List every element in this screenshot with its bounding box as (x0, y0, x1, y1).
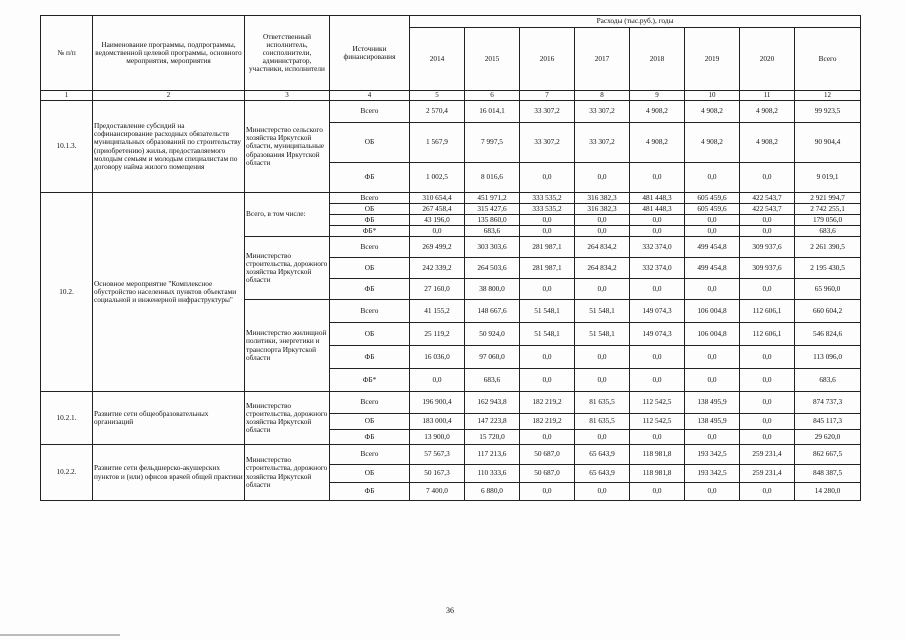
year-value: 51 548,1 (520, 300, 575, 323)
year-value: 65 643,9 (575, 465, 630, 483)
year-value: 269 499,2 (410, 237, 465, 258)
year-value: 0,0 (740, 226, 795, 237)
year-value: 0,0 (630, 226, 685, 237)
year-value: 333 535,2 (520, 204, 575, 215)
year-value: 81 635,5 (575, 414, 630, 430)
funding-source: ОБ (330, 465, 410, 483)
year-value: 0,0 (685, 279, 740, 300)
year-value: 15 720,0 (465, 430, 520, 445)
year-value: 264 503,6 (465, 258, 520, 279)
total-value: 845 117,3 (795, 414, 861, 430)
activity-code: 10.2.1. (41, 392, 93, 445)
funding-source: ФБ* (330, 226, 410, 237)
year-value: 267 458,4 (410, 204, 465, 215)
year-value: 8 016,6 (465, 163, 520, 193)
year-value: 0,0 (520, 369, 575, 392)
year-value: 0,0 (740, 346, 795, 369)
total-value: 862 667,5 (795, 445, 861, 465)
total-value: 848 387,5 (795, 465, 861, 483)
total-value: 660 604,2 (795, 300, 861, 323)
year-value: 4 908,2 (630, 101, 685, 123)
year-value: 0,0 (685, 483, 740, 501)
column-number: 2 (93, 91, 245, 101)
year-value: 605 459,6 (685, 193, 740, 204)
total-value: 179 056,0 (795, 215, 861, 226)
year-value: 149 074,3 (630, 323, 685, 346)
responsible-executor: Всего, в том числе: (245, 193, 330, 237)
year-value: 50 687,0 (520, 445, 575, 465)
year-value: 0,0 (520, 226, 575, 237)
year-value: 0,0 (575, 430, 630, 445)
header-responsible: Ответственный исполнитель, соисполнители, администратор, участники, исполнители (245, 16, 330, 91)
year-value: 0,0 (685, 226, 740, 237)
year-value: 0,0 (575, 483, 630, 501)
year-value: 0,0 (575, 279, 630, 300)
header-expenses: Расходы (тыс.руб.), годы (410, 16, 861, 28)
year-value: 332 374,0 (630, 237, 685, 258)
funding-source: ОБ (330, 123, 410, 163)
table-row (41, 445, 861, 465)
year-value: 0,0 (520, 279, 575, 300)
funding-source: ФБ* (330, 369, 410, 392)
column-number: 5 (410, 91, 465, 101)
header-num: № п/п (41, 16, 93, 91)
year-value: 51 548,1 (575, 323, 630, 346)
year-value: 0,0 (685, 346, 740, 369)
table-header (41, 16, 861, 101)
funding-source: Всего (330, 300, 410, 323)
year-value: 193 342,5 (685, 445, 740, 465)
year-value: 0,0 (630, 215, 685, 226)
year-value: 162 943,8 (465, 392, 520, 414)
year-value: 259 231,4 (740, 465, 795, 483)
responsible-executor: Министерство жилищной политики, энергетики и транспорта Иркутской области (245, 300, 330, 392)
year-value: 0,0 (575, 215, 630, 226)
year-value: 4 908,2 (630, 123, 685, 163)
total-value: 65 960,0 (795, 279, 861, 300)
funding-source: Всего (330, 445, 410, 465)
page-number: 36 (446, 606, 454, 615)
funding-source: ФБ (330, 215, 410, 226)
column-number: 10 (685, 91, 740, 101)
activity-name: Основное мероприятие "Комплексное обустройство населенных пунктов объектами социальной и инженерной инфраструктуры" (93, 193, 245, 392)
activity-code: 10.1.3. (41, 101, 93, 193)
year-value: 51 548,1 (520, 323, 575, 346)
year-value: 333 535,2 (520, 193, 575, 204)
year-value: 27 160,0 (410, 279, 465, 300)
year-value: 605 459,6 (685, 204, 740, 215)
year-value: 43 196,0 (410, 215, 465, 226)
table-body (41, 101, 861, 501)
year-value: 81 635,5 (575, 392, 630, 414)
header-year: 2018 (630, 28, 685, 91)
year-value: 309 937,6 (740, 237, 795, 258)
year-value: 6 880,0 (465, 483, 520, 501)
total-value: 9 019,1 (795, 163, 861, 193)
header-total: Всего (795, 28, 861, 91)
total-value: 2 742 255,1 (795, 204, 861, 215)
column-number: 7 (520, 91, 575, 101)
total-value: 683,6 (795, 226, 861, 237)
header-name: Наименование программы, подпрограммы, ведомственной целевой программы, основного мероприятия, мероприятия (93, 16, 245, 91)
header-year: 2014 (410, 28, 465, 91)
year-value: 315 427,6 (465, 204, 520, 215)
year-value: 33 307,2 (575, 101, 630, 123)
year-value: 0,0 (740, 414, 795, 430)
year-value: 148 667,6 (465, 300, 520, 323)
year-value: 4 908,2 (685, 101, 740, 123)
year-value: 683,6 (465, 226, 520, 237)
year-value: 0,0 (685, 215, 740, 226)
year-value: 309 937,6 (740, 258, 795, 279)
year-value: 149 074,3 (630, 300, 685, 323)
year-value: 182 219,2 (520, 414, 575, 430)
responsible-executor: Министерство строительства, дорожного хозяйства Иркутской области (245, 445, 330, 501)
year-value: 106 004,8 (685, 300, 740, 323)
year-value: 112 606,1 (740, 300, 795, 323)
year-value: 4 908,2 (740, 101, 795, 123)
year-value: 332 374,0 (630, 258, 685, 279)
year-value: 4 908,2 (740, 123, 795, 163)
total-value: 874 737,3 (795, 392, 861, 414)
activity-name: Развитие сети общеобразовательных организаций (93, 392, 245, 445)
year-value: 33 307,2 (575, 123, 630, 163)
year-value: 281 987,1 (520, 237, 575, 258)
year-value: 0,0 (740, 279, 795, 300)
column-number: 11 (740, 91, 795, 101)
year-value: 193 342,5 (685, 465, 740, 483)
year-value: 51 548,1 (575, 300, 630, 323)
funding-source: ФБ (330, 346, 410, 369)
year-value: 316 382,3 (575, 193, 630, 204)
year-value: 138 495,9 (685, 392, 740, 414)
year-value: 422 543,7 (740, 204, 795, 215)
year-value: 183 000,4 (410, 414, 465, 430)
header-year: 2016 (520, 28, 575, 91)
year-value: 0,0 (575, 346, 630, 369)
year-value: 0,0 (630, 483, 685, 501)
year-value: 0,0 (630, 430, 685, 445)
year-value: 118 981,8 (630, 465, 685, 483)
year-value: 264 834,2 (575, 258, 630, 279)
total-value: 546 824,6 (795, 323, 861, 346)
year-value: 683,6 (465, 369, 520, 392)
year-value: 97 060,0 (465, 346, 520, 369)
table-row (41, 101, 861, 123)
column-number: 8 (575, 91, 630, 101)
year-value: 0,0 (740, 163, 795, 193)
total-value: 2 261 390,5 (795, 237, 861, 258)
year-value: 0,0 (685, 430, 740, 445)
year-value: 316 382,3 (575, 204, 630, 215)
table-row (41, 193, 861, 204)
year-value: 499 454,8 (685, 258, 740, 279)
year-value: 242 339,2 (410, 258, 465, 279)
responsible-executor: Министерство сельского хозяйства Иркутской области, муниципальные образования Иркутской области (245, 101, 330, 193)
year-value: 7 400,0 (410, 483, 465, 501)
funding-source: Всего (330, 237, 410, 258)
year-value: 0,0 (630, 163, 685, 193)
year-value: 0,0 (740, 483, 795, 501)
year-value: 0,0 (520, 346, 575, 369)
year-value: 0,0 (630, 279, 685, 300)
year-value: 50 924,0 (465, 323, 520, 346)
year-value: 112 606,1 (740, 323, 795, 346)
total-value: 683,6 (795, 369, 861, 392)
year-value: 117 213,6 (465, 445, 520, 465)
year-value: 0,0 (685, 163, 740, 193)
year-value: 118 981,8 (630, 445, 685, 465)
year-value: 0,0 (520, 215, 575, 226)
total-value: 2 195 430,5 (795, 258, 861, 279)
year-value: 310 654,4 (410, 193, 465, 204)
year-value: 1 567,9 (410, 123, 465, 163)
year-value: 0,0 (575, 369, 630, 392)
funding-source: ФБ (330, 430, 410, 445)
year-value: 0,0 (575, 163, 630, 193)
year-value: 106 004,8 (685, 323, 740, 346)
column-number: 9 (630, 91, 685, 101)
year-value: 57 567,3 (410, 445, 465, 465)
column-number: 12 (795, 91, 861, 101)
total-value: 29 620,0 (795, 430, 861, 445)
year-value: 481 448,3 (630, 204, 685, 215)
funding-source: ФБ (330, 279, 410, 300)
funding-source: ОБ (330, 258, 410, 279)
year-value: 41 155,2 (410, 300, 465, 323)
year-value: 16 014,1 (465, 101, 520, 123)
funding-source: ОБ (330, 323, 410, 346)
funding-source: ОБ (330, 204, 410, 215)
year-value: 281 987,1 (520, 258, 575, 279)
budget-table (40, 15, 861, 501)
year-value: 4 908,2 (685, 123, 740, 163)
year-value: 0,0 (520, 483, 575, 501)
year-value: 25 119,2 (410, 323, 465, 346)
year-value: 0,0 (740, 430, 795, 445)
year-value: 0,0 (520, 430, 575, 445)
total-value: 99 923,5 (795, 101, 861, 123)
header-year: 2020 (740, 28, 795, 91)
year-value: 303 303,6 (465, 237, 520, 258)
year-value: 0,0 (630, 346, 685, 369)
year-value: 2 570,4 (410, 101, 465, 123)
year-value: 50 687,0 (520, 465, 575, 483)
total-value: 113 096,0 (795, 346, 861, 369)
year-value: 112 542,5 (630, 414, 685, 430)
year-value: 38 800,0 (465, 279, 520, 300)
funding-source: Всего (330, 193, 410, 204)
year-value: 481 448,3 (630, 193, 685, 204)
total-value: 90 904,4 (795, 123, 861, 163)
column-number: 4 (330, 91, 410, 101)
year-value: 33 307,2 (520, 123, 575, 163)
year-value: 0,0 (740, 369, 795, 392)
year-value: 0,0 (630, 369, 685, 392)
year-value: 499 454,8 (685, 237, 740, 258)
year-value: 182 219,2 (520, 392, 575, 414)
column-number: 3 (245, 91, 330, 101)
year-value: 50 167,3 (410, 465, 465, 483)
header-year: 2015 (465, 28, 520, 91)
year-value: 0,0 (685, 369, 740, 392)
year-value: 0,0 (740, 215, 795, 226)
activity-name: Предоставление субсидий на софинансирование расходных обязательств муниципальных образований по строительству (приобретению) жилья, предоставляемого молодым семьям и молодым специалистам по договору найма жилого помещения (93, 101, 245, 193)
year-value: 1 002,5 (410, 163, 465, 193)
activity-code: 10.2. (41, 193, 93, 392)
year-value: 264 834,2 (575, 237, 630, 258)
year-value: 0,0 (575, 226, 630, 237)
header-source: Источники финансирования (330, 16, 410, 91)
year-value: 112 542,5 (630, 392, 685, 414)
column-number: 1 (41, 91, 93, 101)
total-value: 14 280,0 (795, 483, 861, 501)
year-value: 0,0 (410, 226, 465, 237)
funding-source: ФБ (330, 163, 410, 193)
year-value: 13 900,0 (410, 430, 465, 445)
year-value: 138 495,9 (685, 414, 740, 430)
funding-source: Всего (330, 101, 410, 123)
header-year: 2019 (685, 28, 740, 91)
year-value: 110 333,6 (465, 465, 520, 483)
year-value: 16 036,0 (410, 346, 465, 369)
scan-edge-line (0, 634, 120, 636)
total-value: 2 921 994,7 (795, 193, 861, 204)
column-number-row (41, 91, 861, 101)
year-value: 422 543,7 (740, 193, 795, 204)
responsible-executor: Министерство строительства, дорожного хозяйства Иркутской области (245, 237, 330, 300)
column-number: 6 (465, 91, 520, 101)
year-value: 196 900,4 (410, 392, 465, 414)
year-value: 0,0 (410, 369, 465, 392)
funding-source: Всего (330, 392, 410, 414)
header-year: 2017 (575, 28, 630, 91)
year-value: 65 643,9 (575, 445, 630, 465)
activity-name: Развитие сети фельдшерско-акушерских пунктов и (или) офисов врачей общей практики (93, 445, 245, 501)
year-value: 259 231,4 (740, 445, 795, 465)
year-value: 0,0 (740, 392, 795, 414)
year-value: 7 997,5 (465, 123, 520, 163)
year-value: 0,0 (520, 163, 575, 193)
table-row (41, 392, 861, 414)
year-value: 135 860,0 (465, 215, 520, 226)
activity-code: 10.2.2. (41, 445, 93, 501)
funding-source: ФБ (330, 483, 410, 501)
year-value: 451 971,2 (465, 193, 520, 204)
year-value: 147 223,8 (465, 414, 520, 430)
year-value: 33 307,2 (520, 101, 575, 123)
responsible-executor: Министерство строительства, дорожного хозяйства Иркутской области (245, 392, 330, 445)
funding-source: ОБ (330, 414, 410, 430)
